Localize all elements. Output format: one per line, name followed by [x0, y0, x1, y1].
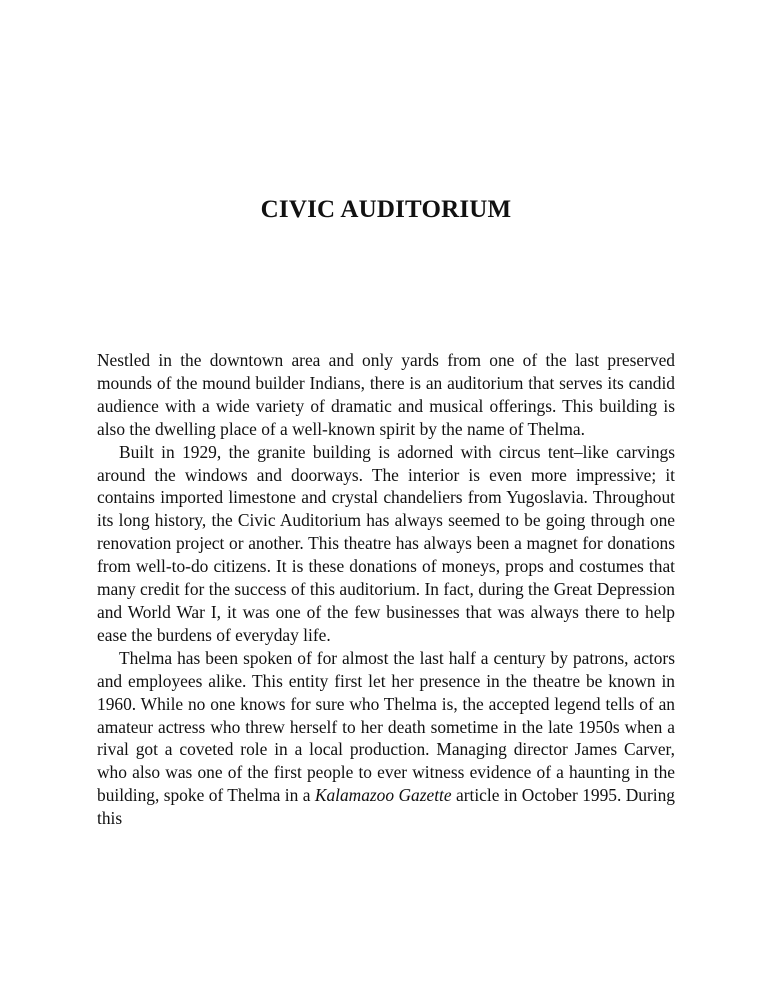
paragraph-3-text-before: Thelma has been spoken of for almost the last half a century by patrons, actors and employees alike. This entity first let her presence in the theatre be known in 1960. While no one knows for sure who Thelma is, the accepted legend tells of an amateur actress who threw herself to her death sometime in the late 1950s when a rival got a coveted role in a local production. Managing director James Carver, who also was one of the first people to ever witness evidence of a haunting in the building, spoke of Thelma in a	[97, 647, 675, 806]
publication-name: Kalamazoo Gazette	[314, 785, 452, 806]
chapter-title: CIVIC AUDITORIUM	[260, 196, 512, 223]
paragraph-3	[97, 647, 675, 830]
paragraph-3-text-after: article in October 1995. During this	[97, 785, 675, 829]
paragraph-1: Nestled in the downtown area and only yards from one of the last preserved mounds of the mound builder Indians, there is an auditorium that serves its candid audience with a wide variety of dramatic and musical offerings. This building is also the dwelling place of a well-known spirit by the name of Thelma.	[97, 350, 675, 439]
body-text	[97, 349, 675, 830]
paragraph-2: Built in 1929, the granite building is adorned with circus tent–like carvings around the windows and doorways. The interior is even more impressive; it contains imported limestone and crystal chandeliers from Yugoslavia. Throughout its long history, the Civic Auditorium has always seemed to be going through one renovation project or another. This theatre has always been a magnet for donations from well-to-do citizens. It is these donations of moneys, props and costumes that many credit for the success of this auditorium. In fact, during the Great Depression and World War I, it was one of the few businesses that was always there to help ease the burdens of everyday life.	[97, 441, 675, 645]
